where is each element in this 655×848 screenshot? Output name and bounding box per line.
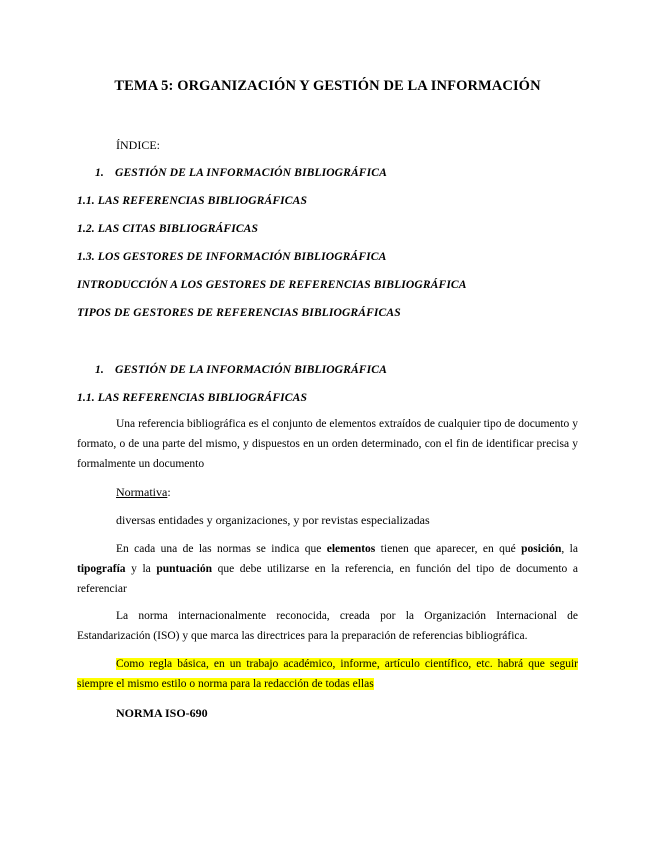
section-heading-1 (95, 363, 387, 376)
toc-item-2: 1.1. LAS REFERENCIAS BIBLIOGRÁFICAS (77, 194, 307, 207)
index-label: ÍNDICE: (116, 138, 160, 152)
norms-text-1: En cada una de las normas se indica que (116, 543, 327, 555)
section-heading-1-number: 1. (95, 363, 104, 376)
toc-item-1-text: GESTIÓN DE LA INFORMACIÓN BIBLIOGRÁFICA (115, 166, 387, 179)
norms-text-5: que debe utilizarse en la referencia, en función del tipo de documento a referenciar (77, 563, 578, 595)
document-title: TEMA 5: ORGANIZACIÓN Y GESTIÓN DE LA INFORMACIÓN (114, 78, 541, 94)
toc-item-6: TIPOS DE GESTORES DE REFERENCIAS BIBLIOGRÁFICAS (77, 306, 401, 319)
highlighted-text: Como regla básica, en un trabajo académico, informe, artículo científico, etc. habrá que seguir siempre el mismo estilo o norma para la redacción de todas ellas (77, 658, 578, 690)
toc-item-3: 1.2. LAS CITAS BIBLIOGRÁFICAS (77, 222, 259, 235)
norms-text-4: y la (125, 563, 157, 575)
norms-text-3: , la (561, 543, 578, 555)
toc-item-4: 1.3. LOS GESTORES DE INFORMACIÓN BIBLIOGRÁFICA (77, 250, 387, 263)
normativa-label-text: Normativa (116, 485, 168, 499)
definition-paragraph: Una referencia bibliográfica es el conjunto de elementos extraídos de cualquier tipo de documento y formato, o de una parte del mismo, y dispuestos en un orden determinado, con el fin de identificar precisa y formalmente un documento (77, 418, 578, 470)
iso-paragraph: La norma internacionalmente reconocida, creada por la Organización Internacional de Estandarización (ISO) y que marca las directrices para la preparación de referencias bibliográfica. (77, 610, 578, 642)
norms-bold-posicion: posición (521, 543, 562, 555)
normativa-colon: : (167, 485, 171, 499)
entidades-line: diversas entidades y organizaciones, y por revistas especializadas (116, 513, 430, 527)
norms-paragraph (77, 539, 578, 599)
norms-bold-puntuacion: puntuación (156, 563, 212, 575)
section-heading-1-1: 1.1. LAS REFERENCIAS BIBLIOGRÁFICAS (77, 391, 307, 404)
toc-item-1-number: 1. (95, 166, 104, 179)
toc-item-1 (95, 166, 387, 179)
toc-item-5: INTRODUCCIÓN A LOS GESTORES DE REFERENCIAS BIBLIOGRÁFICA (77, 278, 467, 291)
norms-text-2: tienen que aparecer, en qué (375, 543, 522, 555)
norms-bold-tipografia: tipografía (77, 563, 126, 575)
section-heading-1-text: GESTIÓN DE LA INFORMACIÓN BIBLIOGRÁFICA (115, 363, 387, 376)
highlighted-paragraph (77, 654, 578, 694)
norma-iso-heading: NORMA ISO-690 (116, 706, 208, 720)
norms-bold-elementos: elementos (326, 543, 376, 555)
normativa-label (116, 485, 171, 500)
